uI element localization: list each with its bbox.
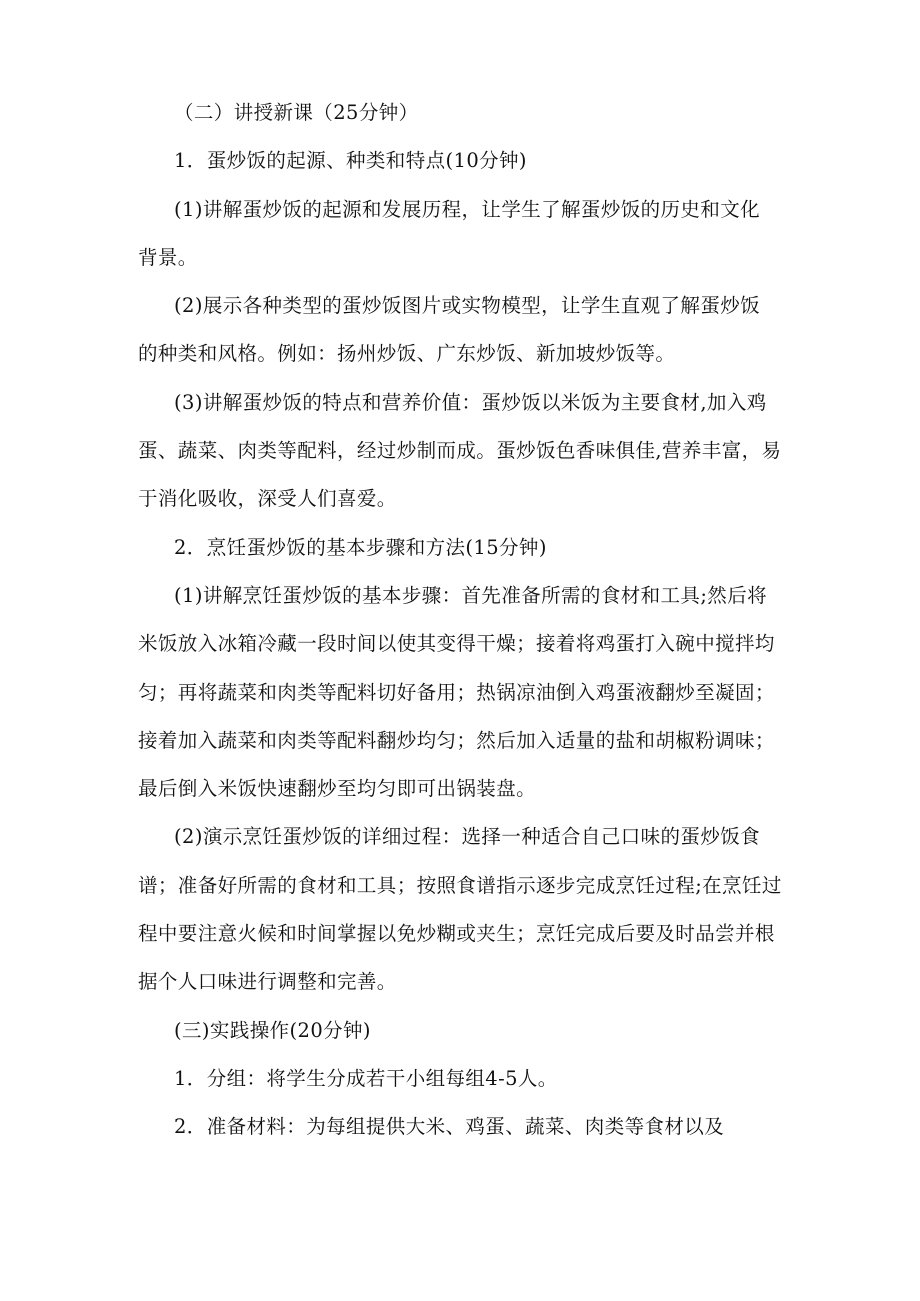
paragraph (138, 524, 788, 572)
paragraph (138, 282, 788, 379)
text-line: (2)演示烹饪蛋炒饭的详细过程：选择一种适合自己口味的蛋炒饭食 (174, 825, 761, 849)
text-line: 米饭放入冰箱冷藏一段时间以使其变得干燥；接着将鸡蛋打入碗中搅拌均 (138, 632, 775, 656)
paragraph (138, 186, 788, 283)
text-line: 2．烹饪蛋炒饭的基本步骤和方法(15分钟) (174, 535, 547, 559)
text-line: (1)讲解烹饪蛋炒饭的基本步骤：首先准备所需的食材和工具;然后将 (174, 583, 767, 607)
text-line: 匀；再将蔬菜和肉类等配料切好备用；热锅凉油倒入鸡蛋液翻炒至凝固； (138, 680, 775, 704)
paragraph (138, 813, 788, 1006)
text-line: 的种类和风格。例如：扬州炒饭、广东炒饭、新加坡炒饭等。 (138, 342, 676, 366)
text-line: 接着加入蔬菜和肉类等配料翻炒均匀；然后加入适量的盐和胡椒粉调味； (138, 728, 775, 752)
text-line: 据个人口味进行调整和完善。 (138, 970, 397, 994)
paragraph (138, 572, 788, 813)
paragraph (138, 137, 788, 185)
text-line: (1)讲解蛋炒饭的起源和发展历程，让学生了解蛋炒饭的历史和文化 (174, 197, 761, 221)
text-line: 于消化吸收，深受人们喜爱。 (138, 487, 397, 511)
text-line: 最后倒入米饭快速翻炒至均匀即可出锅装盘。 (138, 777, 537, 801)
text-line: 1．蛋炒饭的起源、种类和特点(10分钟) (174, 149, 527, 173)
text-line: 2．准备材料：为每组提供大米、鸡蛋、蔬菜、肉类等食材以及 (174, 1115, 725, 1139)
paragraph (138, 379, 788, 524)
text-line: (三)实践操作(20分钟) (174, 1018, 371, 1042)
text-line: 程中要注意火候和时间掌握以免炒糊或夹生；烹饪完成后要及时品尝并根 (138, 922, 775, 946)
paragraph (138, 1103, 788, 1151)
paragraph (138, 1007, 788, 1055)
document-body (138, 89, 788, 1152)
text-line: (3)讲解蛋炒饭的特点和营养价值：蛋炒饭以米饭为主要食材,加入鸡 (174, 390, 767, 414)
text-line: 1．分组：将学生分成若干小组每组4-5人。 (174, 1066, 558, 1090)
text-line: （二）讲授新课（25分钟） (174, 101, 419, 124)
text-line: 蛋、蔬菜、肉类等配料，经过炒制而成。蛋炒饭色香味俱佳,营养丰富，易 (138, 439, 782, 463)
text-line: 谱；准备好所需的食材和工具；按照食谱指示逐步完成烹饪过程;在烹饪过 (138, 873, 782, 897)
text-line: (2)展示各种类型的蛋炒饭图片或实物模型，让学生直观了解蛋炒饭 (174, 294, 761, 318)
text-line: 背景。 (138, 245, 198, 269)
paragraph (138, 1055, 788, 1103)
paragraph (138, 89, 788, 137)
